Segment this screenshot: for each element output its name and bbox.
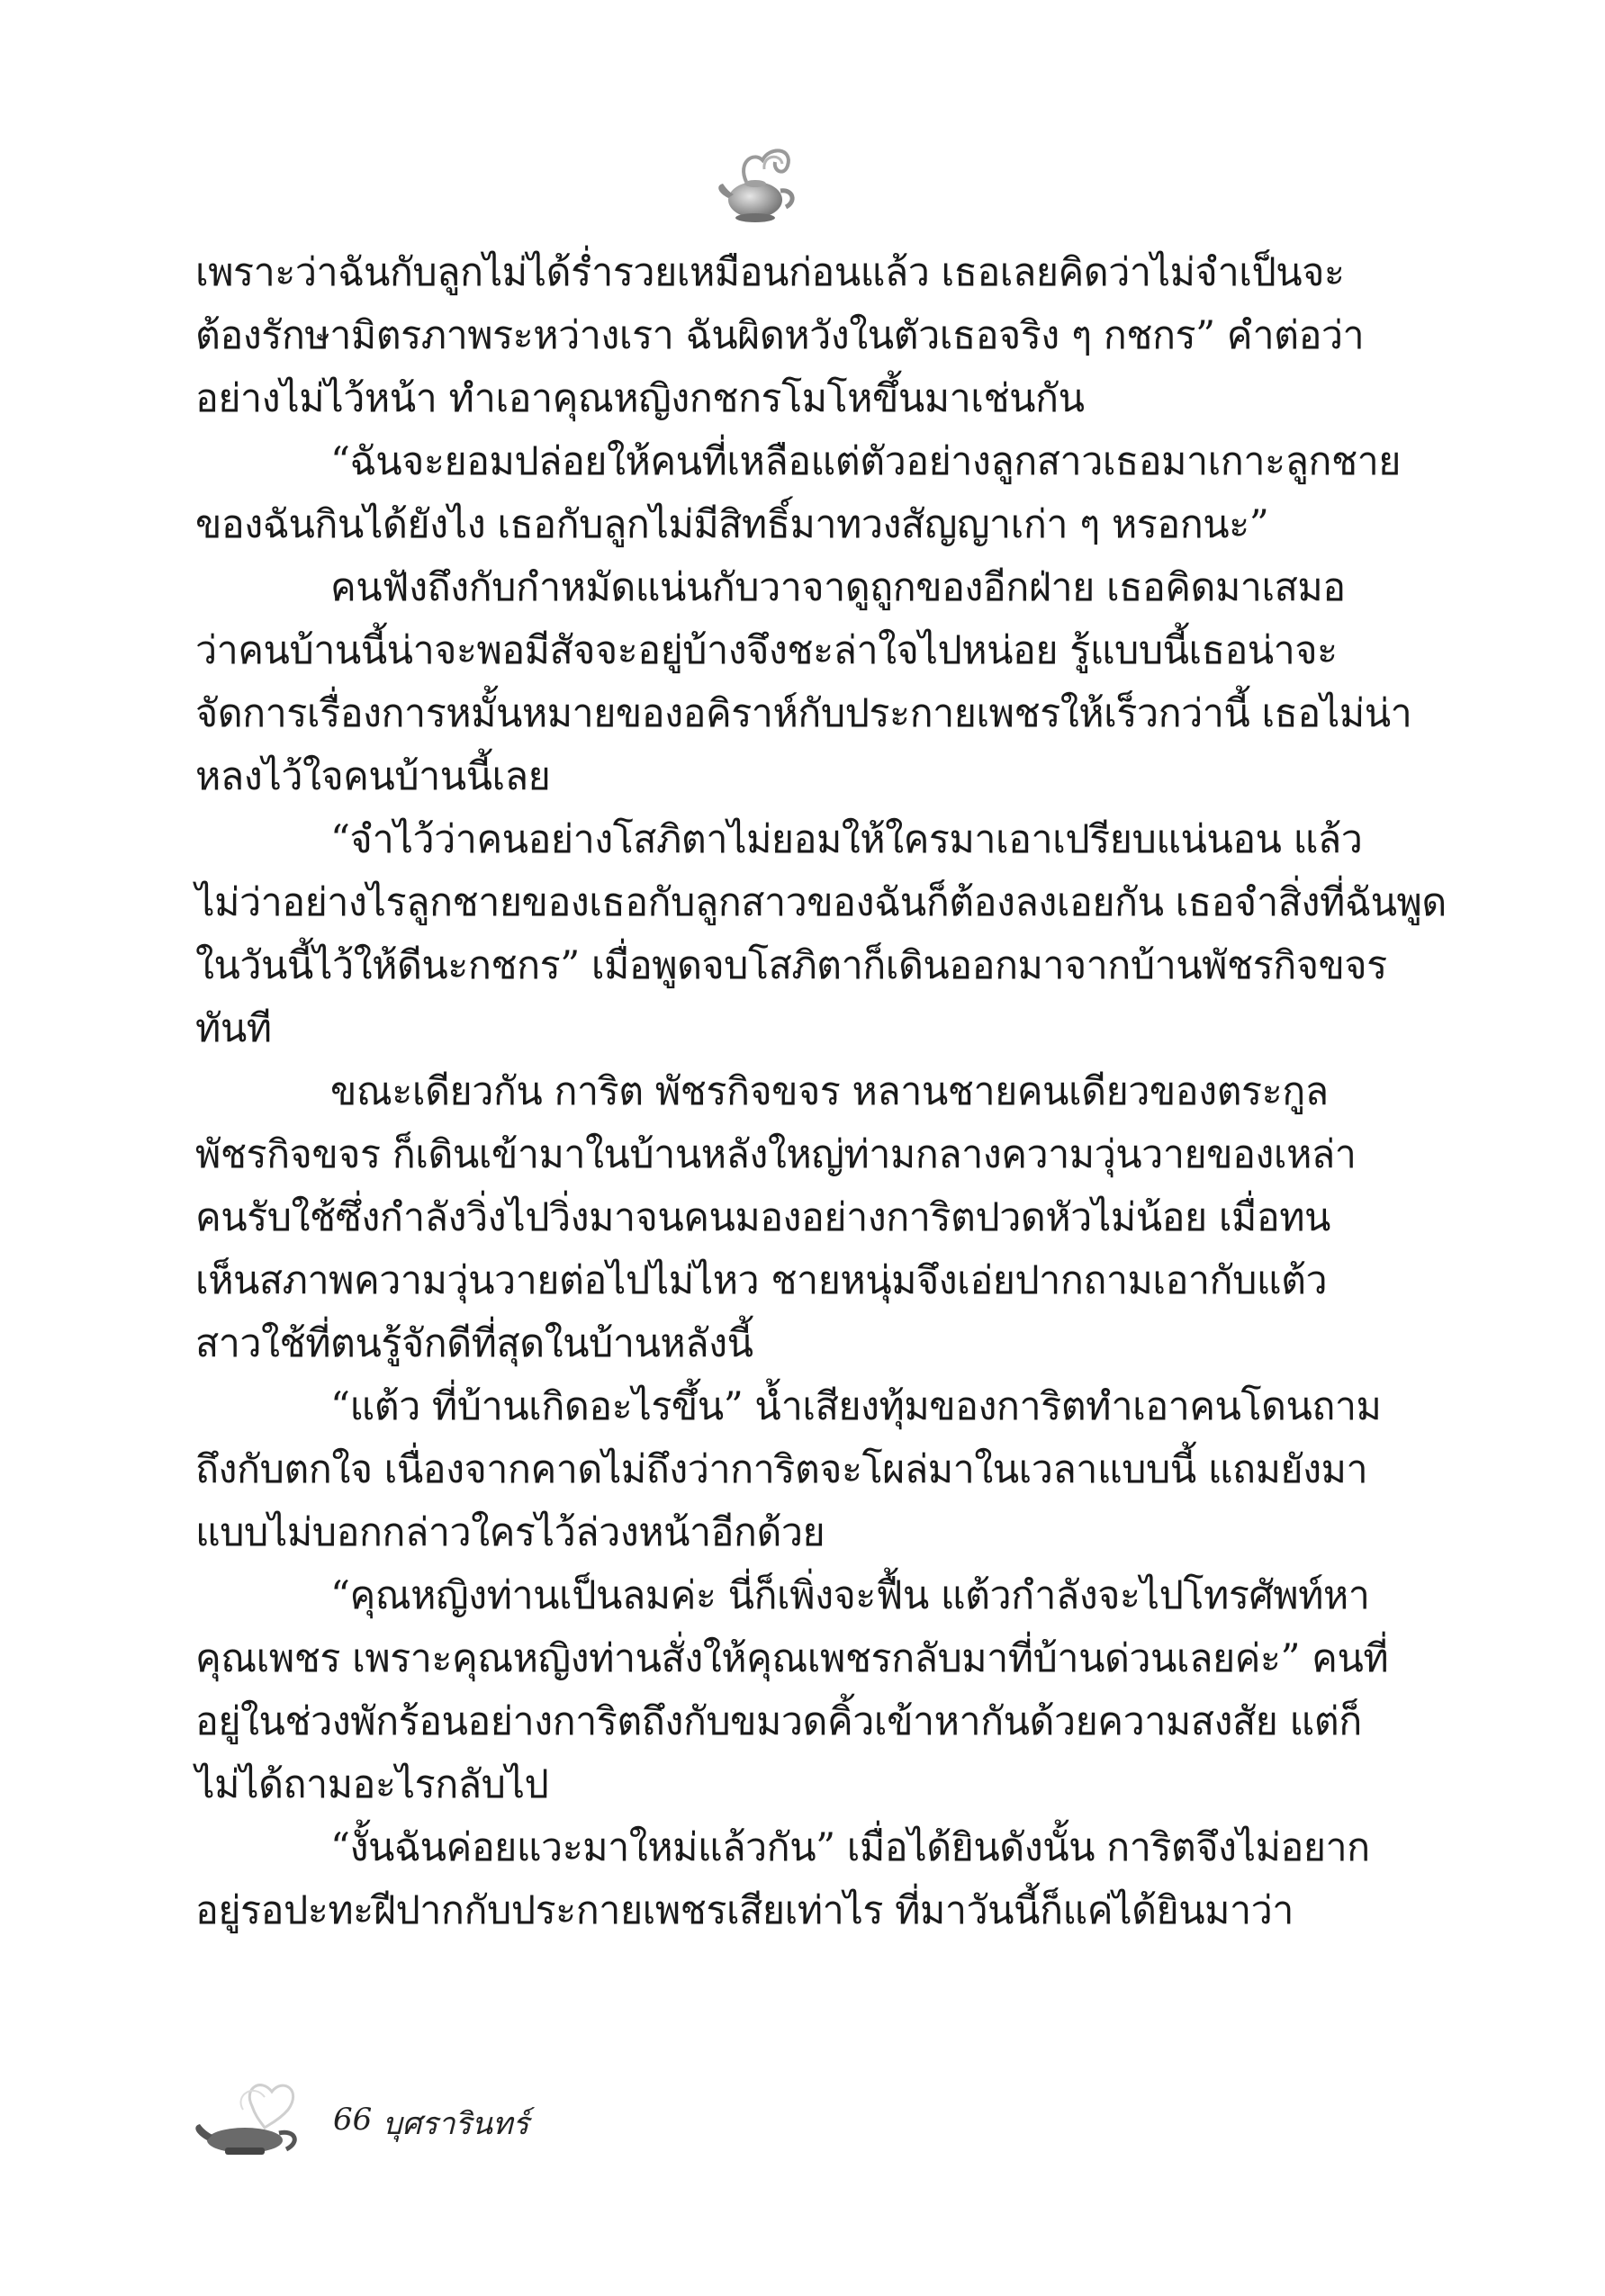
text-line: ต้องรักษามิตรภาพระหว่างเรา ฉันผิดหวังในตัวเธอจริง ๆ กชกร” คำต่อว่า bbox=[195, 313, 1365, 358]
paragraph bbox=[195, 430, 1401, 556]
paragraph bbox=[195, 1816, 1370, 1942]
paragraph bbox=[195, 241, 1365, 430]
text-line: อยู่รอปะทะฝีปากกับประกายเพชรเสียเท่าไร ที่มาวันนี้ก็แค่ได้ยินมาว่า bbox=[195, 1888, 1294, 1933]
author-name: บุศรารินทร์ bbox=[383, 2106, 529, 2142]
text-line: คนฟังถึงกับกำหมัดแน่นกับวาจาดูถูกของอีกฝ่าย เธอคิดมาเสมอ bbox=[330, 565, 1346, 610]
text-line: พัชรกิจขจร ก็เดินเข้ามาในบ้านหลังใหญ่ท่ามกลางความวุ่นวายของเหล่า bbox=[195, 1132, 1357, 1177]
text-line: “แต้ว ที่บ้านเกิดอะไรขึ้น” น้ำเสียงทุ้มของการิตทำเอาคนโดนถาม bbox=[330, 1384, 1382, 1429]
text-line: อยู่ในช่วงพักร้อนอย่างการิตถึงกับขมวดคิ้วเข้าหากันด้วยความสงสัย แต่ก็ bbox=[195, 1699, 1362, 1744]
text-line: เห็นสภาพความวุ่นวายต่อไปไม่ไหว ชายหนุ่มจึงเอ่ยปากถามเอากับแต้ว bbox=[195, 1258, 1328, 1303]
text-line: เพราะว่าฉันกับลูกไม่ได้ร่ำรวยเหมือนก่อนแล้ว เธอเลยคิดว่าไม่จำเป็นจะ bbox=[195, 250, 1345, 295]
text-line: ว่าคนบ้านนี้น่าจะพอมีสัจจะอยู่บ้างจึงชะล่าใจไปหน่อย รู้แบบนี้เธอน่าจะ bbox=[195, 628, 1338, 673]
paragraph bbox=[195, 1375, 1382, 1564]
text-line: จัดการเรื่องการหมั้นหมายของอคิราห์กับประกายเพชรให้เร็วกว่านี้ เธอไม่น่า bbox=[195, 691, 1412, 736]
text-line: ในวันนี้ไว้ให้ดีนะกชกร” เมื่อพูดจบโสภิตาก็เดินออกมาจากบ้านพัชรกิจขจร bbox=[195, 943, 1387, 988]
paragraph bbox=[195, 556, 1412, 808]
text-line: หลงไว้ใจคนบ้านนี้เลย bbox=[195, 754, 551, 799]
text-line: สาวใช้ที่ตนรู้จักดีที่สุดในบ้านหลังนี้ bbox=[195, 1321, 753, 1366]
teapot-ornament-icon bbox=[710, 135, 809, 234]
text-line: ไม่ได้ถามอะไรกลับไป bbox=[195, 1762, 549, 1807]
text-line: คนรับใช้ซึ่งกำลังวิ่งไปวิ่งมาจนคนมองอย่างการิตปวดหัวไม่น้อย เมื่อทน bbox=[195, 1195, 1330, 1240]
text-line: “งั้นฉันค่อยแวะมาใหม่แล้วกัน” เมื่อได้ยินดังนั้น การิตจึงไม่อยาก bbox=[330, 1825, 1370, 1870]
text-line: ของฉันกินได้ยังไง เธอกับลูกไม่มีสิทธิ์มาทวงสัญญาเก่า ๆ หรอกนะ” bbox=[195, 502, 1269, 547]
text-line: คุณเพชร เพราะคุณหญิงท่านสั่งให้คุณเพชรกลับมาที่บ้านด่วนเลยค่ะ” คนที่ bbox=[195, 1636, 1389, 1681]
text-line: ไม่ว่าอย่างไรลูกชายของเธอกับลูกสาวของฉันก็ต้องลงเอยกัน เธอจำสิ่งที่ฉันพูด bbox=[195, 880, 1447, 925]
text-line: “จำไว้ว่าคนอย่างโสภิตาไม่ยอมให้ใครมาเอาเปรียบแน่นอน แล้ว bbox=[330, 817, 1363, 862]
text-line: ทันที bbox=[195, 1006, 272, 1051]
text-line: ขณะเดียวกัน การิต พัชรกิจขจร หลานชายคนเดียวของตระกูล bbox=[330, 1069, 1329, 1114]
paragraph bbox=[195, 1060, 1357, 1375]
page-footer bbox=[189, 2070, 729, 2160]
body-text bbox=[195, 241, 1447, 1942]
page-number: 66 bbox=[333, 2102, 373, 2138]
paragraph bbox=[195, 808, 1447, 1060]
text-line: แบบไม่บอกกล่าวใครไว้ล่วงหน้าอีกด้วย bbox=[195, 1510, 825, 1555]
text-line: “คุณหญิงท่านเป็นลมค่ะ นี่ก็เพิ่งจะฟื้น แต้วกำลังจะไปโทรศัพท์หา bbox=[330, 1573, 1370, 1618]
teapot-footer-ornament-icon bbox=[189, 2070, 324, 2160]
text-line: “ฉันจะยอมปล่อยให้คนที่เหลือแต่ตัวอย่างลูกสาวเธอมาเกาะลูกชาย bbox=[330, 439, 1401, 484]
text-line: อย่างไม่ไว้หน้า ทำเอาคุณหญิงกชกรโมโหขึ้นมาเช่นกัน bbox=[195, 376, 1085, 421]
paragraph bbox=[195, 1564, 1389, 1816]
text-line: ถึงกับตกใจ เนื่องจากคาดไม่ถึงว่าการิตจะโผล่มาในเวลาแบบนี้ แถมยังมา bbox=[195, 1447, 1368, 1492]
